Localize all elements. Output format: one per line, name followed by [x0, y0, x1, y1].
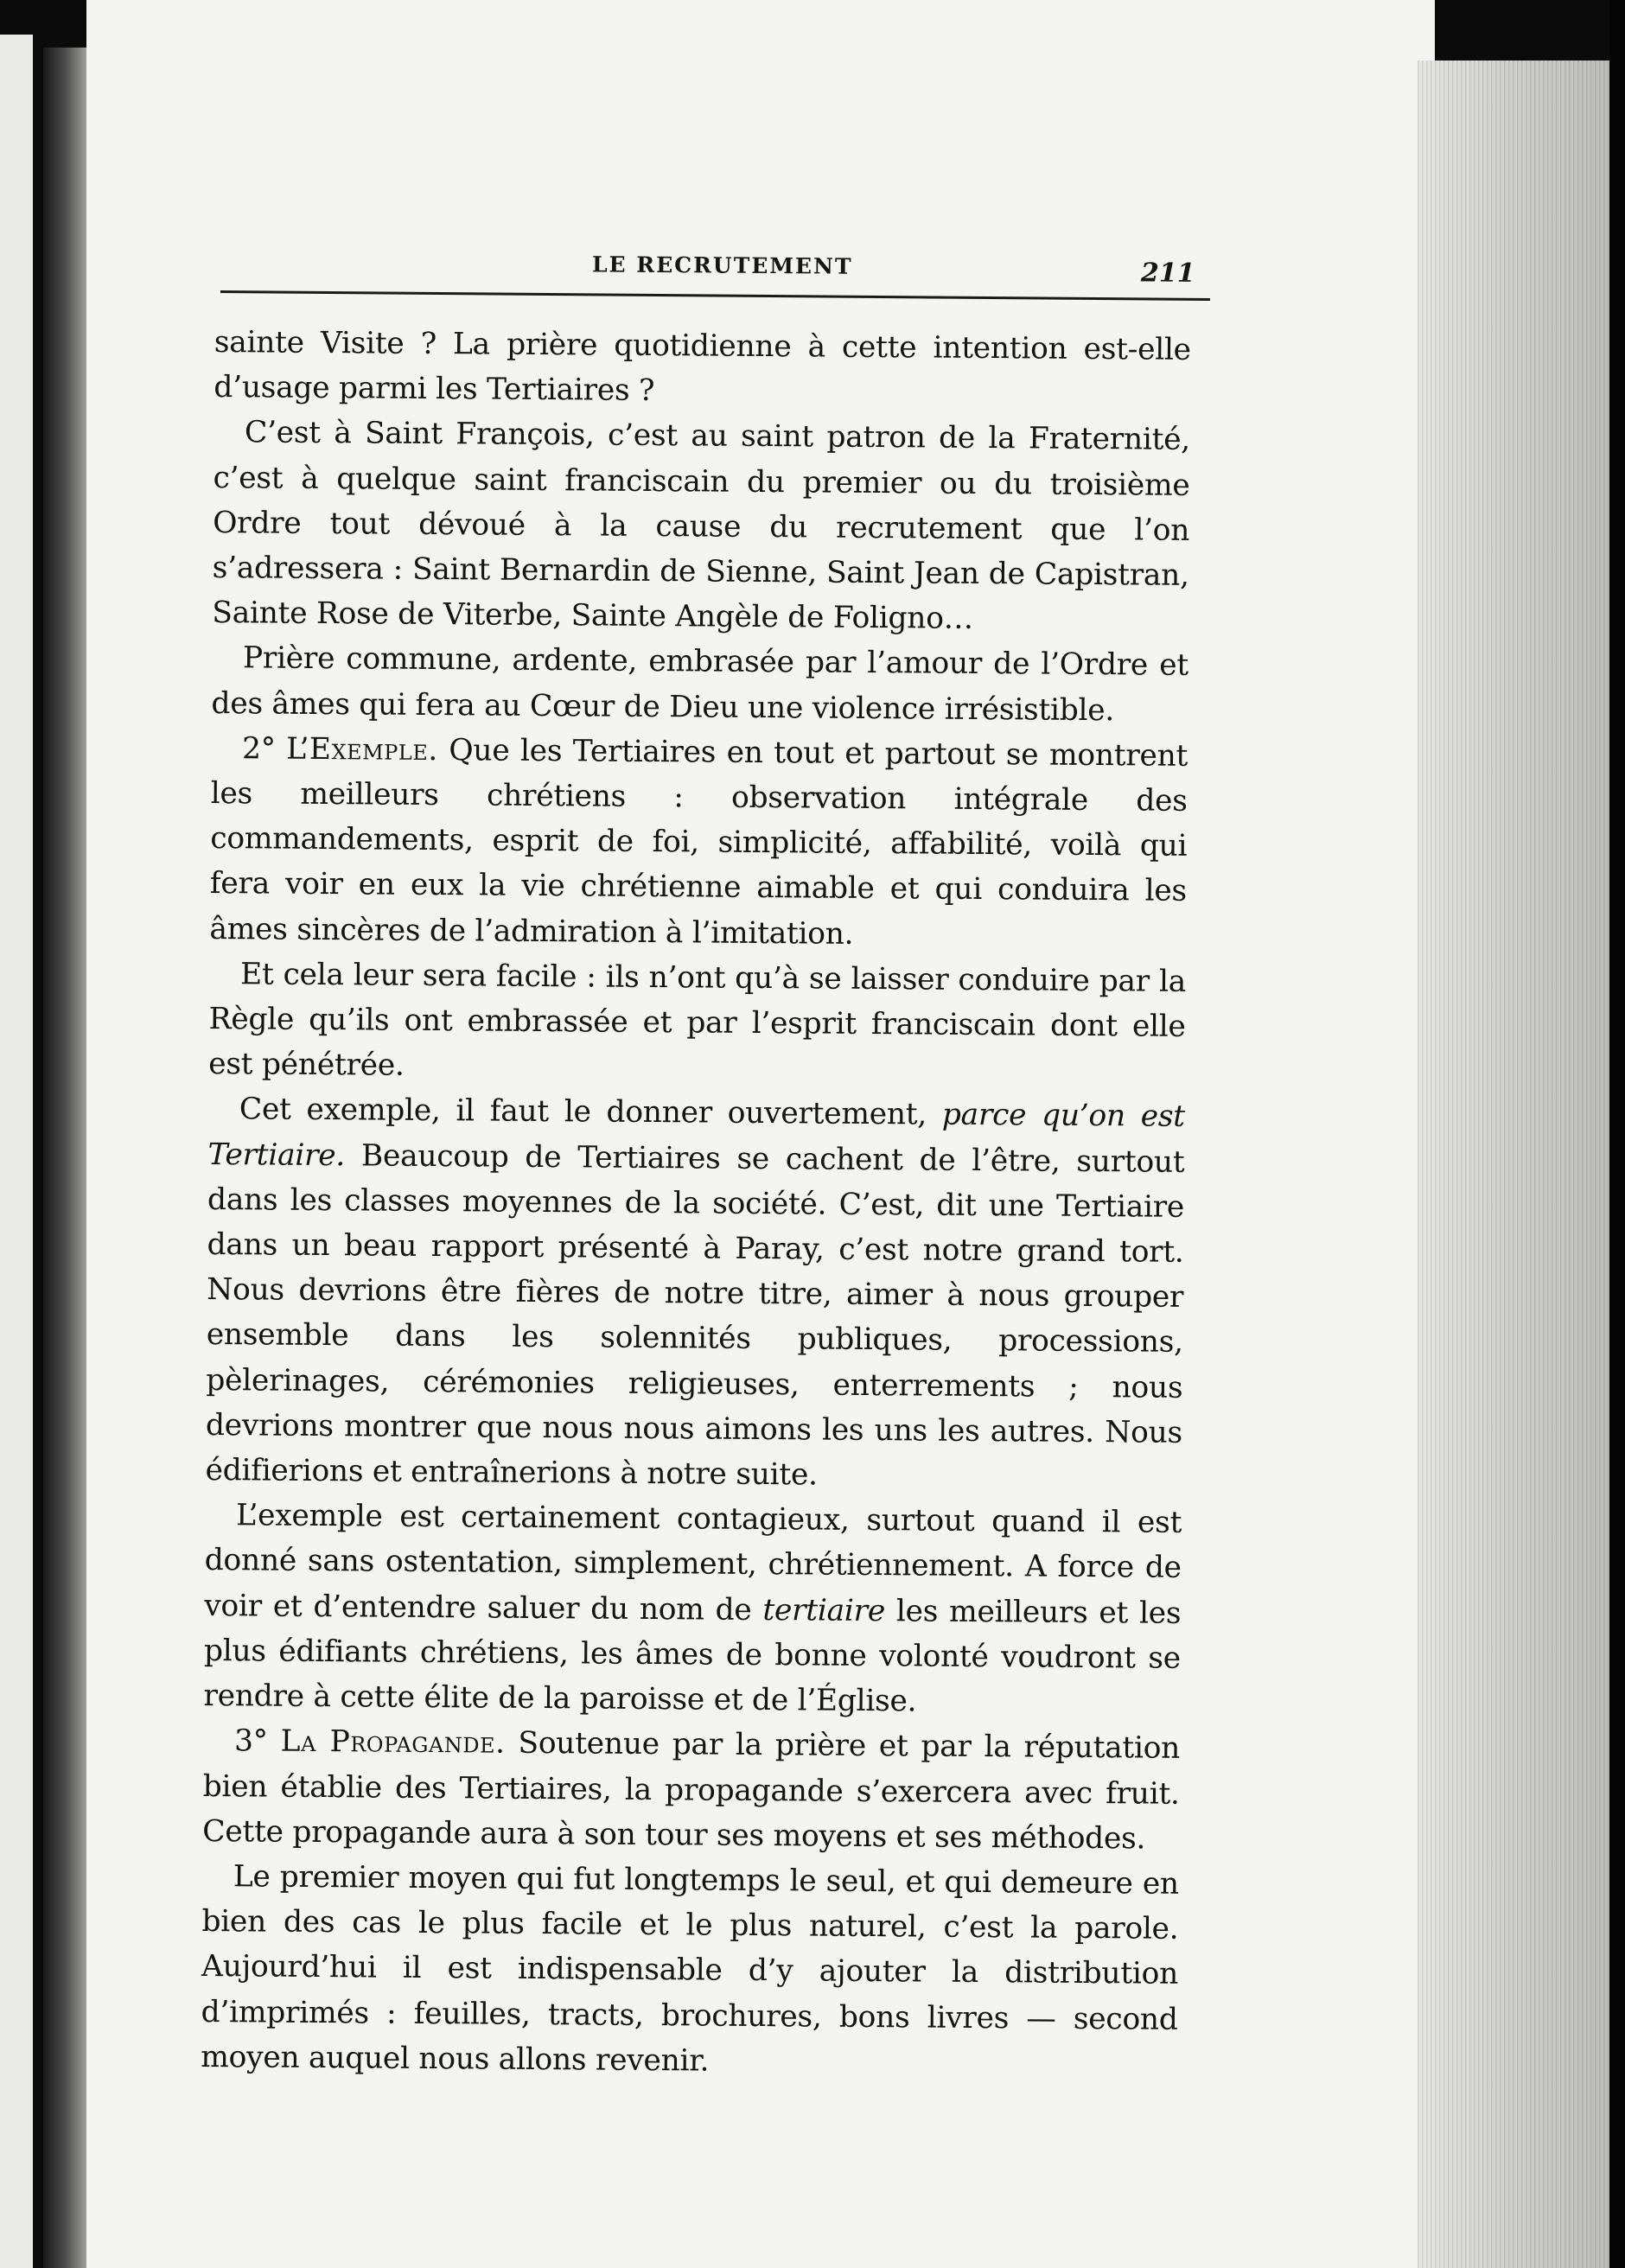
paragraph-text: Et cela leur sera facile : ils n’ont qu’à se laisser conduire par la Règle qu’ils ont embrassée et par l’esprit franciscain dont elle est pénétrée. — [208, 957, 1187, 1084]
paragraph-text: Que les Tertiaires en tout et partout se montrent les meilleurs chrétiens : observation intégrale des commandements, esprit de foi, simplicité, affabilité, voilà qui fera voir en eux la vie chrétienne aimable et qui conduira les âmes sincères de l’admiration à l’imitation. — [209, 732, 1188, 952]
paragraph — [205, 1086, 1185, 1500]
background-edge — [1609, 0, 1625, 2268]
paragraph — [209, 726, 1188, 959]
paragraph — [203, 1493, 1182, 1726]
body-text — [201, 320, 1191, 2087]
paragraph-text: Le premier moyen qui fut longtemps le seul, et qui demeure en bien des cas le plus facile et le plus naturel, c’est la parole. Aujourd’hui il est indispensable d’y ajouter la distribution d’imprimés : feuilles, tracts, brochures, bons livres — second moyen auquel nous allons revenir. — [201, 1859, 1179, 2079]
section-number: 3° — [233, 1723, 268, 1759]
paragraph — [212, 410, 1190, 643]
italic-emphasis: parce qu’on est Tertiaire. — [207, 1098, 1185, 1173]
paragraph — [213, 320, 1191, 417]
paragraph — [202, 1718, 1180, 1861]
section-number: 2° — [241, 731, 276, 767]
paragraph-text: Prière commune, ardente, embrasée par l’amour de l’Ordre et des âmes qui fera au Cœur de Dieu une violence irrésistible. — [211, 640, 1189, 728]
paragraph — [211, 635, 1188, 733]
paragraph — [208, 952, 1186, 1094]
paragraph-text: les meilleurs et les plus édifiants chrétiens, les âmes de bonne volonté voudront se rendre à cette élite de la paroisse et de l’Église. — [203, 1593, 1182, 1719]
paragraph-text: L’exemple est certainement contagieux, surtout quand il est donné sans ostentation, simplement, chrétiennement. A force de voir et d’entendre saluer du nom de — [204, 1498, 1182, 1628]
section-heading: L’Exemple. — [286, 731, 438, 768]
italic-emphasis: tertiaire — [762, 1592, 886, 1628]
paragraph — [201, 1854, 1179, 2087]
page-number: 211 — [1140, 258, 1195, 289]
paragraph-text: Cet exemple, il faut le donner ouvertement, — [239, 1092, 927, 1132]
paragraph-text: sainte Visite ? La prière quotidienne à cette intention est-elle d’usage parmi les Tertiaires ? — [213, 324, 1191, 409]
paragraph-text: Beaucoup de Tertiaires se cachent de l’être, surtout dans les classes moyennes de la société. C’est, dit une Tertiaire dans un beau rapport présenté à Paray, c’est notre grand tort. Nous devrions être fières de notre titre, aimer à nous grouper ensemble dans les solennités publiques, processions, pèlerinages, cérémonies religieuses, enterrements ; nous devrions montrer que nous nous aimons les uns les autres. Nous édifierions et entraînerions à notre suite. — [205, 1138, 1185, 1493]
running-head: LE RECRUTEMENT — [591, 252, 853, 279]
paragraph-text: Soutenue par la prière et par la réputation bien établie des Tertiaires, la propagande s’exercera avec fruit. Cette propagande aura à son tour ses moyens et ses méthodes. — [202, 1726, 1181, 1857]
page-stack-fore-edge — [1418, 61, 1609, 2268]
section-heading: La Propagande. — [280, 1723, 506, 1761]
paragraph-text: C’est à Saint François, c’est au saint patron de la Fraternité, c’est à quelque saint franciscain du premier ou du troisième Ordre tout dévoué à la cause du recrutement que l’on s’adressera : Saint Bernardin de Sienne, Saint Jean de Capistran, Sainte Rose de Viterbe, Sainte Angèle de Foligno… — [212, 415, 1191, 637]
adjacent-page-edge — [0, 35, 33, 2268]
